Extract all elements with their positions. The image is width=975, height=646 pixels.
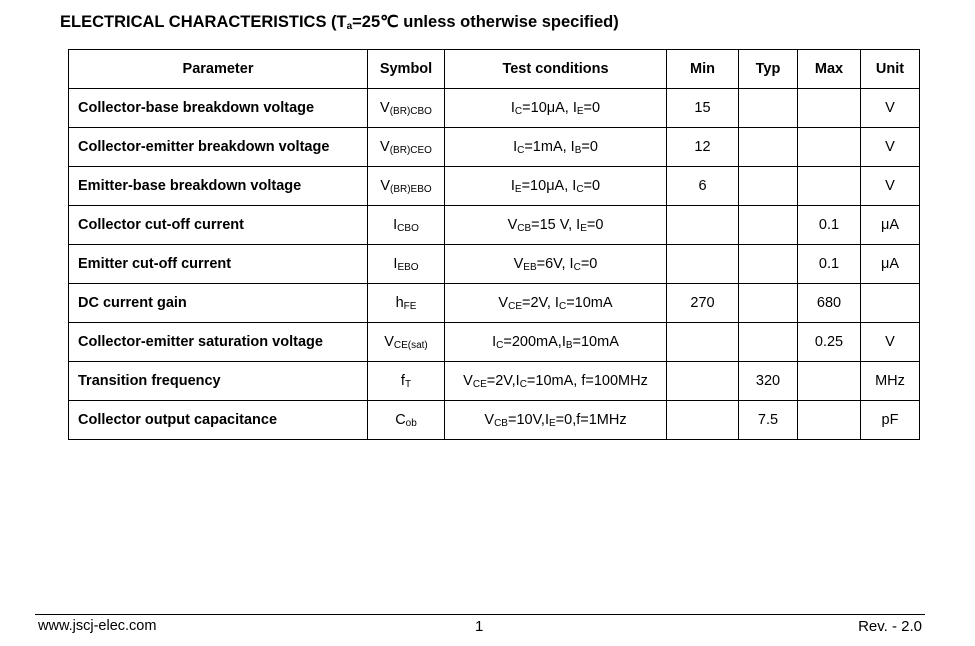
- max-cell: [798, 89, 861, 128]
- symbol-cell: $C_{ob}$: [368, 401, 445, 440]
- table-row: [69, 401, 920, 440]
- test-conditions-cell: $V_{CE}=2V,I_C=10mA$, f=100MHz: [445, 362, 667, 401]
- table-row: [69, 167, 920, 206]
- footer-page-number: 1: [475, 618, 484, 635]
- typ-cell: [739, 89, 798, 128]
- footer-divider: [35, 614, 925, 615]
- header-symbol: Symbol: [368, 50, 445, 89]
- min-cell: 12: [667, 128, 739, 167]
- parameter-cell: Transition frequency: [69, 362, 368, 401]
- max-cell: 0.1: [798, 206, 861, 245]
- min-cell: [667, 245, 739, 284]
- min-cell: [667, 362, 739, 401]
- footer-revision: Rev. - 2.0: [858, 618, 922, 635]
- unit-cell: V: [861, 323, 920, 362]
- test-conditions-cell: $V_{CB}=10V,I_E=0,f=1MHz$: [445, 401, 667, 440]
- typ-cell: [739, 167, 798, 206]
- test-conditions-cell: $V_{EB}=6V$, $I_C=0$: [445, 245, 667, 284]
- test-conditions-cell: $V_{CB}=15$ V, $I_E=0$: [445, 206, 667, 245]
- parameter-cell: Emitter cut-off current: [69, 245, 368, 284]
- min-cell: 6: [667, 167, 739, 206]
- table-row: [69, 206, 920, 245]
- symbol-cell: $I_{EBO}$: [368, 245, 445, 284]
- header-min: Min: [667, 50, 739, 89]
- symbol-cell: $V_{(BR)EBO}$: [368, 167, 445, 206]
- unit-cell: pF: [861, 401, 920, 440]
- max-cell: 0.1: [798, 245, 861, 284]
- parameter-cell: Collector cut-off current: [69, 206, 368, 245]
- test-conditions-cell: $I_C=1mA$, $I_B=0$: [445, 128, 667, 167]
- unit-cell: μA: [861, 245, 920, 284]
- max-cell: 680: [798, 284, 861, 323]
- parameter-cell: Collector-base breakdown voltage: [69, 89, 368, 128]
- typ-cell: [739, 128, 798, 167]
- header-parameter: Parameter: [69, 50, 368, 89]
- typ-cell: [739, 284, 798, 323]
- max-cell: 0.25: [798, 323, 861, 362]
- typ-cell: [739, 206, 798, 245]
- min-cell: 15: [667, 89, 739, 128]
- max-cell: [798, 128, 861, 167]
- symbol-cell: $h_{FE}$: [368, 284, 445, 323]
- unit-cell: V: [861, 167, 920, 206]
- min-cell: [667, 401, 739, 440]
- unit-cell: μA: [861, 206, 920, 245]
- electrical-characteristics-table: [68, 49, 920, 440]
- table-row: [69, 128, 920, 167]
- test-conditions-cell: $V_{CE}=2V$, $I_C=10mA$: [445, 284, 667, 323]
- max-cell: [798, 362, 861, 401]
- symbol-cell: $f_T$: [368, 362, 445, 401]
- header-unit: Unit: [861, 50, 920, 89]
- symbol-cell: $I_{CBO}$: [368, 206, 445, 245]
- table-row: [69, 89, 920, 128]
- max-cell: [798, 167, 861, 206]
- symbol-cell: $V_{(BR)CEO}$: [368, 128, 445, 167]
- symbol-cell: $V_{CE(sat)}$: [368, 323, 445, 362]
- footer-website: www.jscj-elec.com: [38, 618, 157, 634]
- table-row: [69, 284, 920, 323]
- header-test-conditions: Test conditions: [445, 50, 667, 89]
- test-conditions-cell: $I_C=200mA,I_B=10mA$: [445, 323, 667, 362]
- parameter-cell: Collector-emitter saturation voltage: [69, 323, 368, 362]
- test-conditions-cell: $I_E=10\mu A$, $I_C=0$: [445, 167, 667, 206]
- table-header-row: [69, 50, 920, 89]
- table-row: [69, 323, 920, 362]
- unit-cell: MHz: [861, 362, 920, 401]
- typ-cell: 320: [739, 362, 798, 401]
- unit-cell: [861, 284, 920, 323]
- table-row: [69, 362, 920, 401]
- parameter-cell: Emitter-base breakdown voltage: [69, 167, 368, 206]
- symbol-cell: $V_{(BR)CBO}$: [368, 89, 445, 128]
- typ-cell: [739, 245, 798, 284]
- section-title: ELECTRICAL CHARACTERISTICS ($T_a=25℃$ unless otherwise specified): [60, 13, 619, 32]
- table-row: [69, 245, 920, 284]
- header-typ: Typ: [739, 50, 798, 89]
- min-cell: [667, 206, 739, 245]
- header-max: Max: [798, 50, 861, 89]
- typ-cell: [739, 323, 798, 362]
- test-conditions-cell: $I_C=10\mu A$, $I_E=0$: [445, 89, 667, 128]
- min-cell: [667, 323, 739, 362]
- typ-cell: 7.5: [739, 401, 798, 440]
- parameter-cell: DC current gain: [69, 284, 368, 323]
- unit-cell: V: [861, 128, 920, 167]
- max-cell: [798, 401, 861, 440]
- parameter-cell: Collector output capacitance: [69, 401, 368, 440]
- unit-cell: V: [861, 89, 920, 128]
- min-cell: 270: [667, 284, 739, 323]
- parameter-cell: Collector-emitter breakdown voltage: [69, 128, 368, 167]
